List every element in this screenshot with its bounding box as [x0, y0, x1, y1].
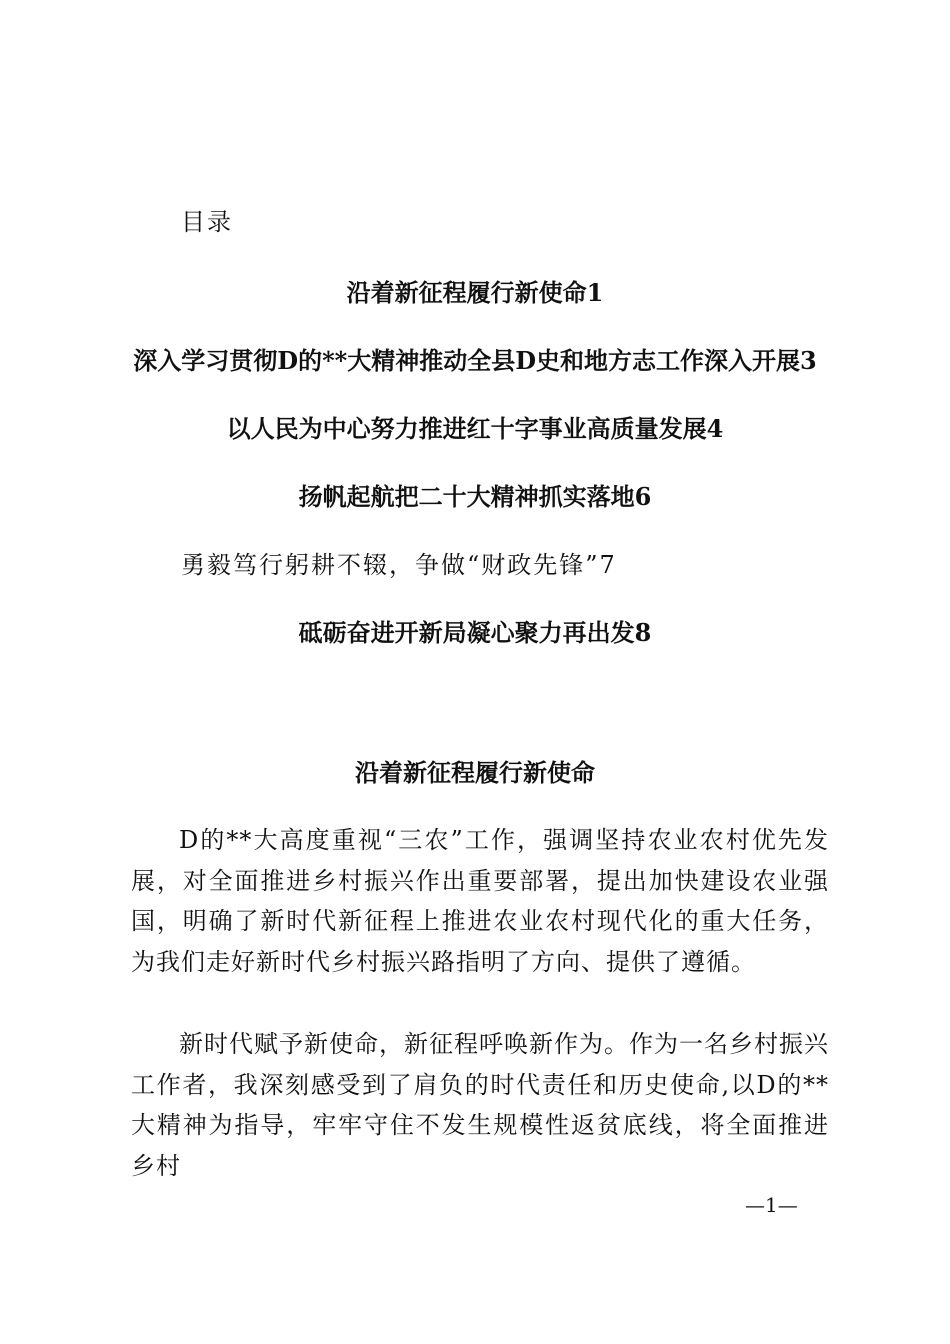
toc-entry[interactable]: 扬帆起航把二十大精神抓实落地6 — [298, 482, 652, 511]
toc-entry[interactable]: 勇毅笃行躬耕不辍，争做“财政先锋”7 — [181, 551, 617, 579]
toc-entry[interactable]: 深入学习贯彻D的**大精神推动全县D史和地方志工作深入开展3 — [133, 346, 817, 375]
page-number: —1— — [745, 1193, 798, 1217]
toc-entry[interactable]: 以人民为中心努力推进红十字事业高质量发展4 — [226, 414, 724, 443]
article-paragraph: 新时代赋予新使命，新征程呼唤新作为。作为一名乡村振兴工作者，我深刻感受到了肩负的时代责任和历史使命,以D的**大精神为指导，牢牢守住不发生规模性返贫底线，将全面推进乡村 — [131, 1030, 829, 1180]
article-paragraph: D的**大高度重视“三农”工作，强调坚持农业农村优先发展，对全面推进乡村振兴作出重要部署，提出加快建设农业强国，明确了新时代新征程上推进农业农村现代化的重大任务，为我们走好新时代乡村振兴路指明了方向、提供了遵循。 — [131, 826, 829, 976]
toc-entry[interactable]: 砥砺奋进开新局凝心聚力再出发8 — [298, 618, 652, 647]
toc-title: 目录 — [181, 208, 233, 236]
toc-entry[interactable]: 沿着新征程履行新使命1 — [346, 278, 604, 307]
article-title: 沿着新征程履行新使命 — [355, 758, 595, 787]
